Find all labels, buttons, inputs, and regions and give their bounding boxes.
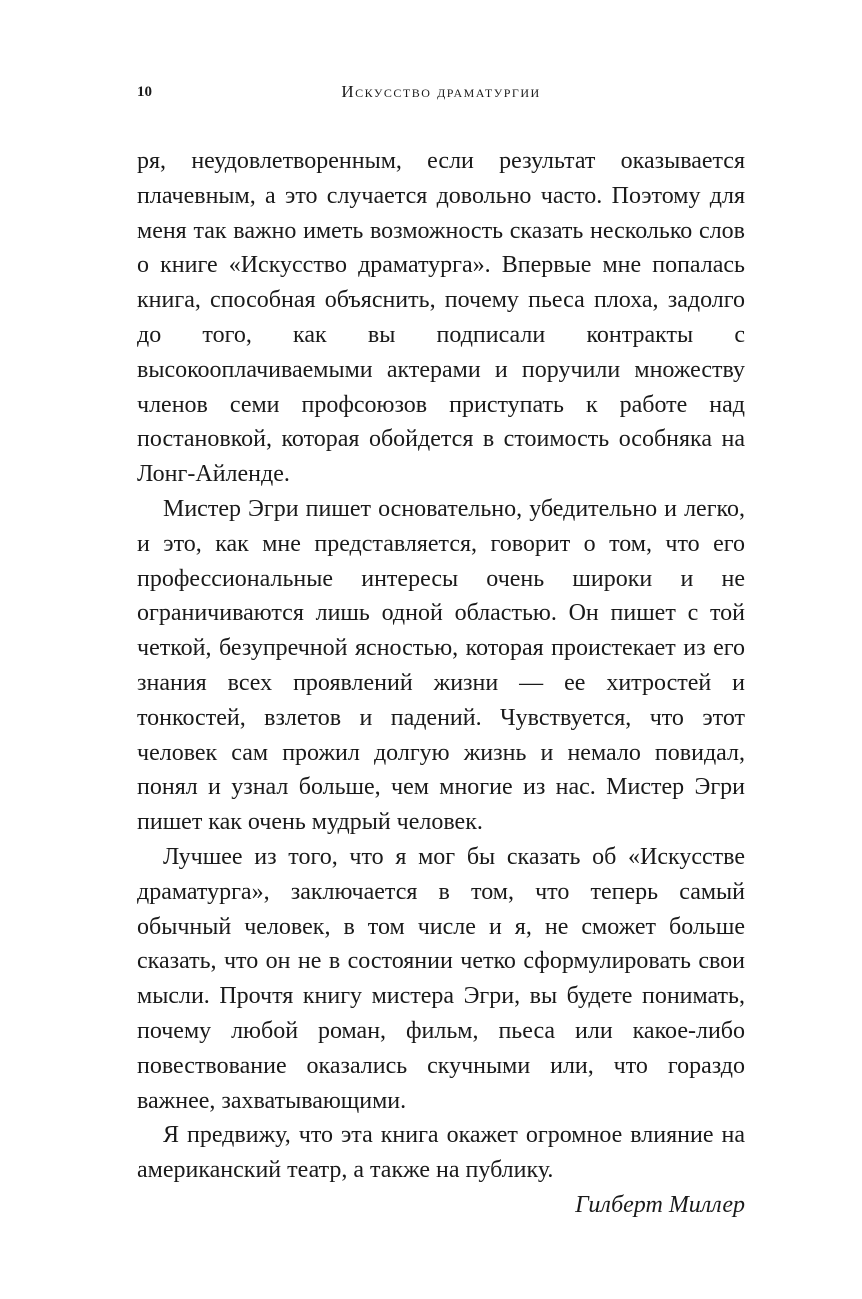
paragraph-continuation: ря, неудовлетворенным, если результат оказывается плачевным, а это случается довольно часто. Поэтому для меня так важно иметь возможность сказать несколько слов о книге «Искусство драматурга». Впервые мне попалась книга, способная объяснить, почему пьеса плоха, задолго до того, как вы подписали контракты с высокооплачиваемыми актерами и поручили множеству членов семи профсоюзов приступать к работе над постановкой, которая обойдется в стоимость особняка на Лонг-Айленде. [137,148,745,488]
paragraph: Лучшее из того, что я мог бы сказать об «Искусстве драматурга», заключается в том, что теперь самый обычный человек, в том числе и я, не сможет больше сказать, что он не в состоянии четко сформулировать свои мысли. Прочтя книгу мистера Эгри, вы будете понимать, почему любой роман, фильм, пьеса или какое-либо повествование оказались скучными или, что гораздо важнее, захватывающими. [137,843,745,1114]
paragraph: Мистер Эгри пишет основательно, убедительно и легко, и это, как мне представляется, говорит о том, что его профессиональные интересы очень широки и не ограничиваются лишь одной областью. Он пишет с той четкой, безупречной ясностью, которая проистекает из его знания всех проявлений жизни — ее хитростей и тонкостей, взлетов и падений. Чувствуется, что этот человек сам прожил долгую жизнь и немало повидал, понял и узнал больше, чем многие из нас. Мистер Эгри пишет как очень мудрый человек. [137,495,745,836]
page-header [137,80,745,104]
author-signature: Гилберт Миллер [575,1191,745,1218]
body-text [137,144,745,1223]
paragraph: Я предвижу, что эта книга окажет огромное влияние на американский театр, а также на публику. [137,1122,745,1184]
running-title: Искусство драматургии [341,82,541,101]
page-number: 10 [137,84,152,100]
